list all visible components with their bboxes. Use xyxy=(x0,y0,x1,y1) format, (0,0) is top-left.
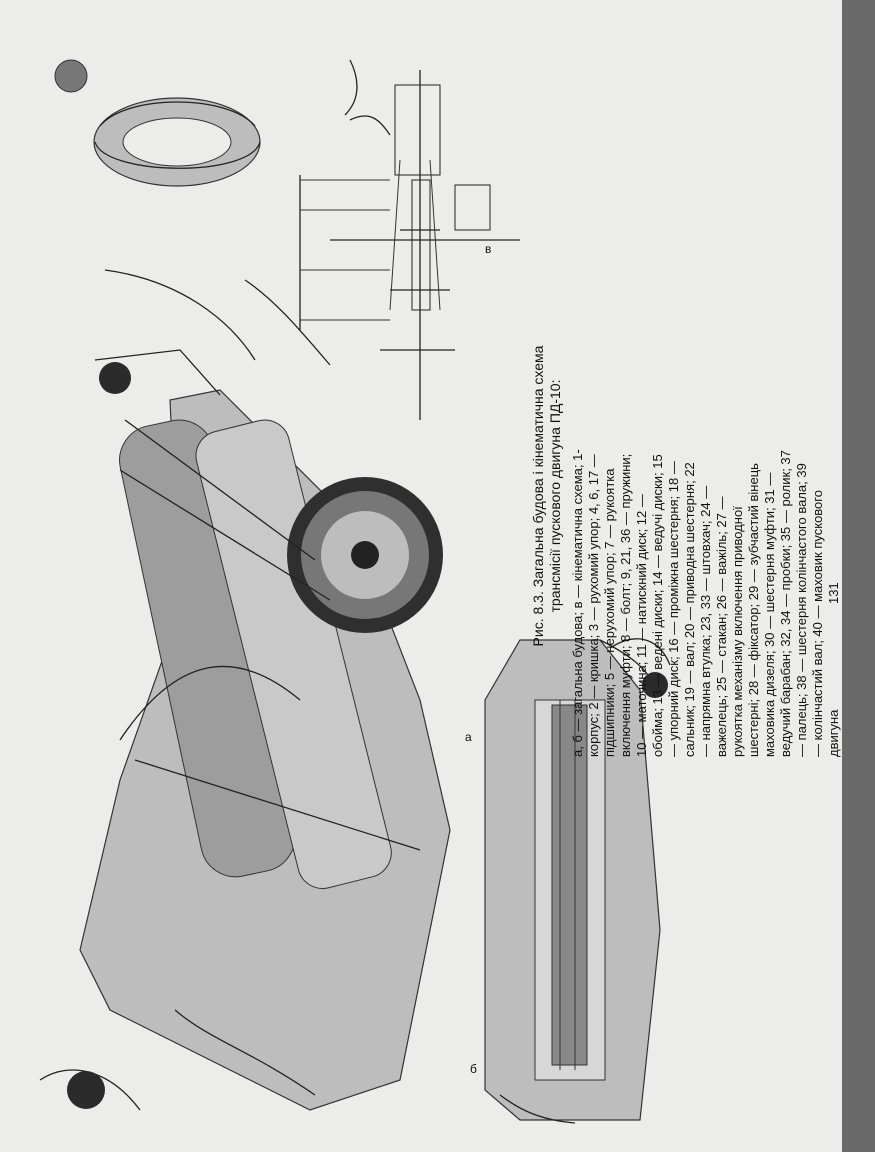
figure-caption-body: а, б — загальна будова; в — кінематична схема; 1- корпус; 2 — кришка; 3 — рухомий упор; 4, 6, 17 — підшипники; 5 — нерухомий упор; 7 — рукоятка включення муфти; 8 — болт; 9, 21, 36 — пружини; 10 — маточина; 11 — натискний диск; 12 — обойма; 13 — ведені диски; 14 — ведучі диски; 15 — упорний диск; 16 — проміжна шестерня; 18 — сальник; 19 — вал; 20 — приводна шестерня; 22 — напрямна втулка; 23, 33 — штовхач; 24 — важелець; 25 — стакан; 26 — важіль; 27 — рукоятка механізму включення приводної шестерні; 28 — фіксатор; 29 — зубчастий вінець маховика дизеля; 30 — шестерня муфти; 31 — ведучий барабан; 32, 34 — пробки; 35 — ролик; 37 — палець; 38 — шестерня колінчастого вала; 39 — колінчастий вал; 40 — маховик пускового двигуна xyxy=(570,449,841,757)
page-number: 131 xyxy=(826,582,841,604)
part-label-c: в xyxy=(485,242,492,256)
scan-shadow xyxy=(842,0,875,1152)
part-label-b: б xyxy=(470,1062,477,1076)
part-label-a: а xyxy=(465,730,472,744)
figure-caption-title: Рис. 8.3. Загальна будова і кінематична схема трансмісії пускового двигуна ПД-10: xyxy=(530,345,563,647)
